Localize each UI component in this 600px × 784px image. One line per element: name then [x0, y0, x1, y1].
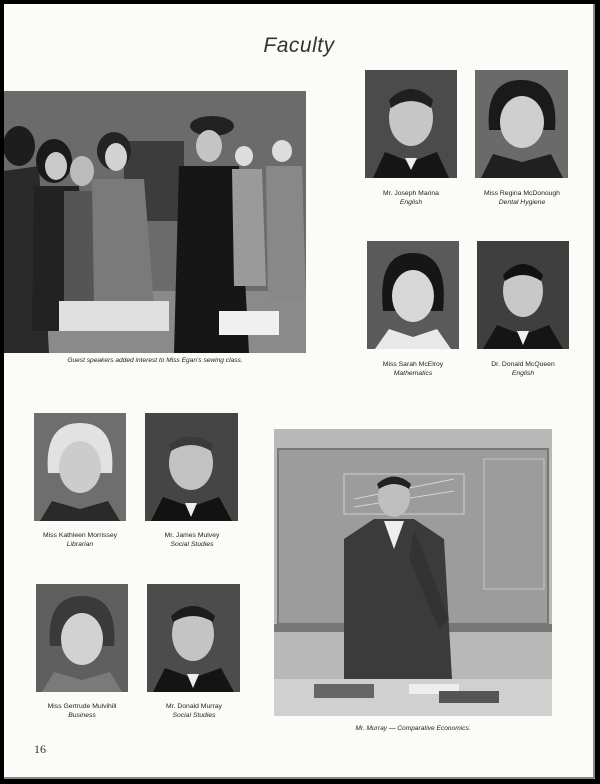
faculty-role: English — [511, 370, 535, 377]
faculty-name: Miss Gertrude Mulvihill — [47, 703, 117, 710]
yearbook-page — [4, 4, 595, 779]
faculty-role: Mathematics — [393, 370, 433, 377]
faculty-role: English — [399, 199, 423, 206]
page-title: Faculty — [263, 34, 335, 57]
caption-mcelroy — [356, 360, 470, 378]
faculty-name: Miss Regina McDonough — [484, 190, 560, 197]
sewing-class-photo — [4, 91, 306, 353]
caption-marina — [354, 189, 468, 207]
portrait-marina — [365, 70, 457, 178]
portrait-mcdonough — [475, 70, 568, 178]
caption-mulvihill — [25, 702, 139, 720]
sewing-class-caption: Guest speakers added interest to Miss Egan's sewing class. — [67, 357, 243, 364]
portrait-mulvihill — [36, 584, 128, 692]
faculty-role: Business — [68, 712, 96, 719]
faculty-role: Dental Hygiene — [498, 199, 546, 206]
caption-mcdonough — [464, 189, 580, 207]
faculty-name: Mr. Joseph Marina — [383, 190, 439, 197]
classroom-photo — [274, 429, 552, 716]
faculty-role: Librarian — [66, 541, 94, 548]
caption-morrissey — [23, 531, 137, 549]
faculty-name: Dr. Donald McQueen — [491, 361, 555, 368]
faculty-name: Mr. James Mulvey — [164, 532, 220, 539]
portrait-mcelroy — [367, 241, 459, 349]
caption-mulvey — [134, 531, 250, 549]
faculty-role: Social Studies — [170, 541, 214, 548]
portrait-morrissey — [34, 413, 126, 521]
caption-murray — [136, 702, 252, 720]
portrait-mulvey — [145, 413, 238, 521]
faculty-name: Miss Sarah McElroy — [382, 361, 444, 368]
classroom-caption: Mr. Murray — Comparative Economics. — [355, 725, 471, 732]
faculty-name: Miss Kathleen Morrissey — [42, 532, 118, 539]
faculty-role: Social Studies — [172, 712, 216, 719]
page-number: 16 — [34, 742, 46, 756]
portrait-mcqueen — [477, 241, 569, 349]
portrait-murray — [147, 584, 240, 692]
caption-mcqueen — [466, 360, 580, 378]
faculty-name: Mr. Donald Murray — [166, 703, 222, 710]
